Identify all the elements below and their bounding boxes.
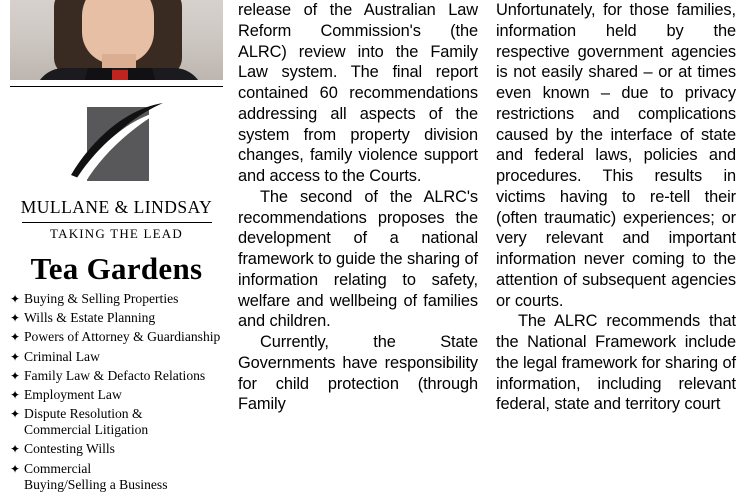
list-item (10, 349, 223, 365)
logo-divider (22, 222, 212, 223)
list-item (10, 461, 223, 493)
list-item (10, 406, 223, 438)
list-item (10, 387, 223, 403)
service-text: Dispute Resolution & Commercial Litigation (24, 406, 149, 438)
diamond-bullet-icon: ✦ (10, 461, 21, 476)
firm-logo-mark (69, 101, 165, 189)
list-item (10, 441, 223, 457)
services-list (10, 291, 223, 496)
service-text: Family Law & Defacto Relations (24, 367, 206, 383)
paragraph: release of the Australian Law Reform Commission's (the ALRC) review into the Family Law system. The final report contained 60 recommendations addressing all aspects of the system from property division changes, family violence support and access to the Courts. (238, 1, 478, 185)
paragraph: Currently, the State Governments have responsibility for child protection (through Family (238, 333, 478, 414)
article-body (230, 0, 756, 496)
service-text: Employment Law (24, 386, 122, 402)
list-item (10, 291, 223, 307)
list-item (10, 329, 223, 345)
diamond-bullet-icon: ✦ (10, 330, 21, 345)
list-item (10, 310, 223, 326)
diamond-bullet-icon: ✦ (10, 368, 21, 383)
service-text: Powers of Attorney & Guardianship (24, 329, 221, 345)
staff-portrait-photo (10, 0, 223, 80)
diamond-bullet-icon: ✦ (10, 311, 21, 326)
diamond-bullet-icon: ✦ (10, 292, 21, 306)
service-text: Contesting Wills (24, 441, 115, 457)
advertisement-column (0, 0, 230, 496)
firm-logo-block (10, 87, 223, 242)
paragraph: The second of the ALRC's recommendations proposes the development of a national framework to guide the sharing of information relating to safety, welfare and wellbeing of families and children. (238, 187, 478, 331)
paragraph: Unfortunately, for those families, information held by the respective government agencies is not easily shared – or at times even known – due to privacy restrictions and complications caused by the interface of state and federal laws, policies and procedures. This results in victims having to re-tell their (often traumatic) experiences; or very relevant and important information never coming to the attention of subsequent agencies or courts. (496, 1, 736, 310)
paragraph: The ALRC recommends that the National Framework include the legal framework for sharing of information, including relevant federal, state and territory court (496, 312, 736, 414)
diamond-bullet-icon: ✦ (10, 442, 21, 457)
service-text: Criminal Law (24, 348, 100, 364)
article-column-one (238, 0, 478, 496)
list-item (10, 368, 223, 384)
logo-swoosh-icon (69, 101, 165, 189)
service-text: Wills & Estate Planning (24, 310, 156, 326)
diamond-bullet-icon: ✦ (10, 349, 21, 364)
diamond-bullet-icon: ✦ (10, 387, 21, 402)
diamond-bullet-icon: ✦ (10, 407, 21, 422)
advert-location: Tea Gardens (30, 251, 203, 286)
firm-name: MULLANE & LINDSAY (20, 197, 213, 217)
service-text: Commercial Buying/Selling a Business (24, 460, 168, 492)
service-text: Buying & Selling Properties (24, 291, 179, 306)
firm-tagline: TAKING THE LEAD (50, 226, 183, 241)
article-column-two (496, 0, 736, 496)
